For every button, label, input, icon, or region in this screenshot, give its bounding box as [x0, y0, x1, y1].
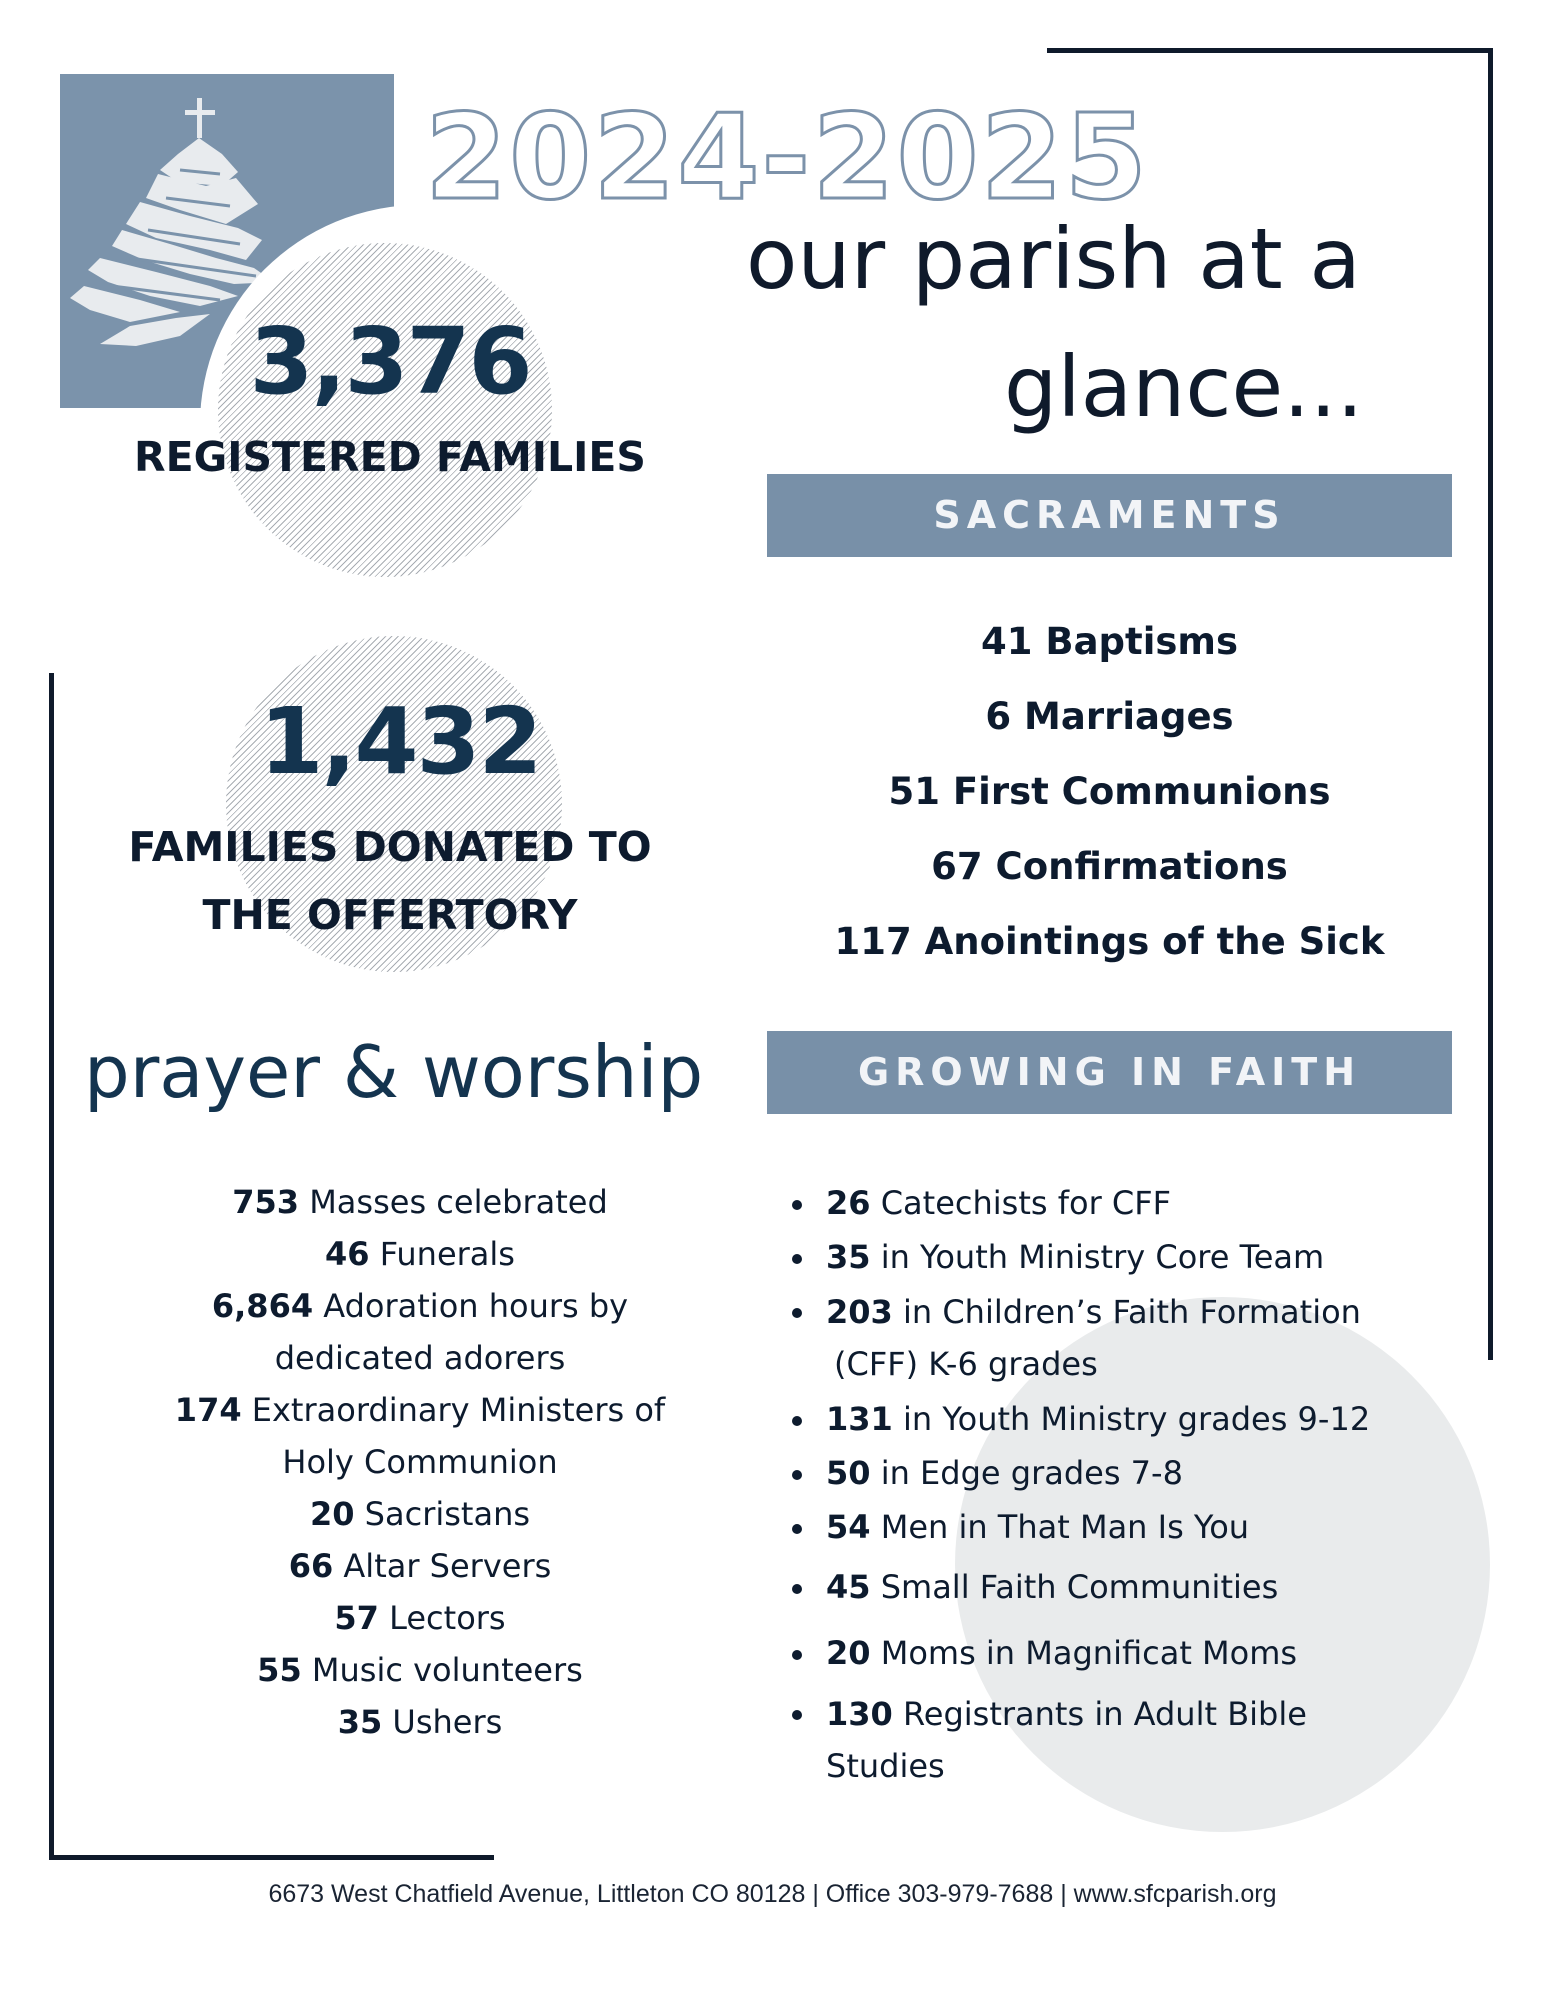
- gf-item: 50 in Edge grades 7-8: [790, 1448, 1430, 1502]
- pw-line: 57 Lectors: [334, 1599, 506, 1637]
- donated-families-number: 1,432: [259, 688, 541, 795]
- headline-line-2: glance...: [1004, 338, 1364, 436]
- gf-item: 20 Moms in Magnificat Moms: [790, 1628, 1430, 1688]
- gf-item: 130 Registrants in Adult Bible Studies: [790, 1688, 1430, 1796]
- gf-item: 131 in Youth Ministry grades 9-12: [790, 1394, 1430, 1448]
- sacrament-item: 41 Baptisms: [981, 620, 1238, 663]
- pw-line: 66 Altar Servers: [288, 1547, 552, 1585]
- pw-line: 6,864 Adoration hours by: [211, 1287, 629, 1325]
- right-frame-line: [1488, 48, 1493, 1360]
- sacraments-header: SACRAMENTS: [767, 474, 1452, 557]
- pw-line: 753 Masses celebrated: [232, 1183, 608, 1221]
- sacrament-item: 51 First Communions: [888, 770, 1331, 813]
- gf-item: 203 in Children’s Faith Formation (CFF) K-6 grades: [790, 1286, 1430, 1394]
- gf-item: 35 in Youth Ministry Core Team: [790, 1232, 1430, 1286]
- bottom-left-frame-line: [49, 1855, 494, 1860]
- pw-line: 20 Sacristans: [309, 1495, 531, 1533]
- donated-families-label-line-2: THE OFFERTORY: [202, 891, 578, 939]
- left-frame-line: [49, 673, 54, 1860]
- gf-item: 45 Small Faith Communities: [790, 1562, 1430, 1628]
- sacraments-list: [767, 604, 1452, 979]
- registered-families-number: 3,376: [249, 308, 531, 415]
- sacrament-item: 117 Anointings of the Sick: [834, 920, 1385, 963]
- pw-line: 174 Extraordinary Ministers of: [174, 1391, 666, 1429]
- sacrament-item: 6 Marriages: [985, 695, 1234, 738]
- pw-line: 55 Music volunteers: [257, 1651, 583, 1689]
- growing-in-faith-header: GROWING IN FAITH: [767, 1031, 1452, 1114]
- footer-contact: 6673 West Chatfield Avenue, Littleton CO 80128 | Office 303-979-7688 | www.sfcparish.org: [268, 1880, 1277, 1908]
- prayer-worship-title: prayer & worship: [84, 1030, 704, 1114]
- sacrament-item: 67 Confirmations: [931, 845, 1288, 888]
- pw-line: 46 Funerals: [325, 1235, 515, 1273]
- gf-item: 26 Catechists for CFF: [790, 1178, 1430, 1232]
- growing-in-faith-list: [790, 1178, 1430, 1796]
- pw-line: Holy Communion: [282, 1443, 558, 1481]
- top-right-frame-line: [1047, 48, 1493, 53]
- pw-line: 35 Ushers: [337, 1703, 503, 1741]
- prayer-worship-list: [120, 1176, 720, 1748]
- gf-item: 54 Men in That Man Is You: [790, 1502, 1430, 1562]
- donated-families-label-line-1: FAMILIES DONATED TO: [128, 823, 652, 871]
- registered-families-label: REGISTERED FAMILIES: [134, 433, 646, 481]
- headline-line-1: our parish at a: [746, 210, 1361, 308]
- year-title: 2024-2025: [425, 88, 1149, 226]
- pw-line: dedicated adorers: [274, 1339, 566, 1377]
